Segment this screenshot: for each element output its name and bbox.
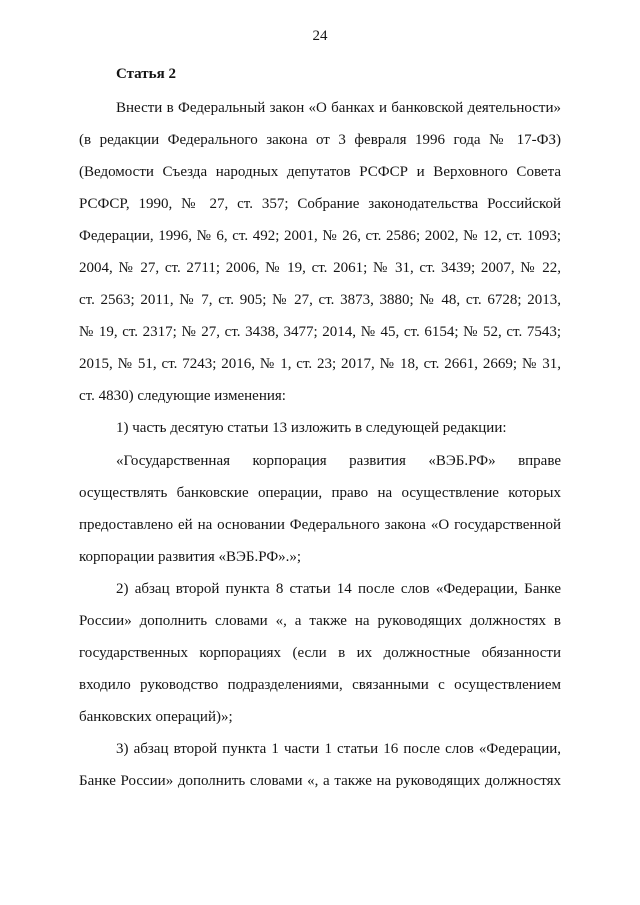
text-line: «Государственная корпорация развития «ВЭБ.РФ» вправе bbox=[116, 452, 561, 469]
document-body bbox=[79, 92, 561, 797]
text-line: осуществлять банковские операции, право на осуществление которых bbox=[79, 484, 561, 501]
text-line: Федерации, 1996, № 6, ст. 492; 2001, № 26, ст. 2586; 2002, № 12, ст. 1093; bbox=[79, 228, 561, 245]
text-line: 2004, № 27, ст. 2711; 2006, № 19, ст. 2061; № 31, ст. 3439; 2007, № 22, bbox=[79, 260, 561, 277]
text-line: № 19, ст. 2317; № 27, ст. 3438, 3477; 2014, № 45, ст. 6154; № 52, ст. 7543; bbox=[79, 324, 561, 341]
text-line: ст. 2563; 2011, № 7, ст. 905; № 27, ст. 3873, 3880; № 48, ст. 6728; 2013, bbox=[79, 292, 561, 309]
text-line: предоставлено ей на основании Федерального закона «О государственной bbox=[79, 516, 561, 533]
text-line: 1) часть десятую статьи 13 изложить в следующей редакции: bbox=[116, 420, 507, 437]
text-line: 2015, № 51, ст. 7243; 2016, № 1, ст. 23; 2017, № 18, ст. 2661, 2669; № 31, bbox=[79, 356, 561, 373]
page-number: 24 bbox=[312, 28, 328, 44]
text-line: (Ведомости Съезда народных депутатов РСФСР и Верховного Совета bbox=[79, 164, 561, 181]
text-line: Банке России» дополнить словами «, а также на руководящих должностях bbox=[79, 772, 561, 789]
text-line: банковских операций)»; bbox=[79, 708, 233, 725]
text-line: (в редакции Федерального закона от 3 февраля 1996 года № 17-ФЗ) bbox=[79, 132, 561, 149]
text-line: Внести в Федеральный закон «О банках и банковской деятельности» bbox=[116, 100, 561, 116]
text-line: 3) абзац второй пункта 1 части 1 статьи 16 после слов «Федерации, bbox=[116, 740, 561, 757]
text-line: 2) абзац второй пункта 8 статьи 14 после слов «Федерации, Банке bbox=[116, 580, 561, 597]
text-line: государственных корпорациях (если в их должностные обязанности bbox=[79, 644, 561, 661]
text-line: ст. 4830) следующие изменения: bbox=[79, 388, 286, 405]
text-line: России» дополнить словами «, а также на руководящих должностях в bbox=[79, 612, 561, 629]
text-line: корпорации развития «ВЭБ.РФ».»; bbox=[79, 548, 302, 565]
text-line: входило руководство подразделениями, связанными с осуществлением bbox=[79, 676, 561, 693]
article-heading: Статья 2 bbox=[116, 66, 176, 82]
text-line: РСФСР, 1990, № 27, ст. 357; Собрание законодательства Российской bbox=[79, 196, 561, 213]
